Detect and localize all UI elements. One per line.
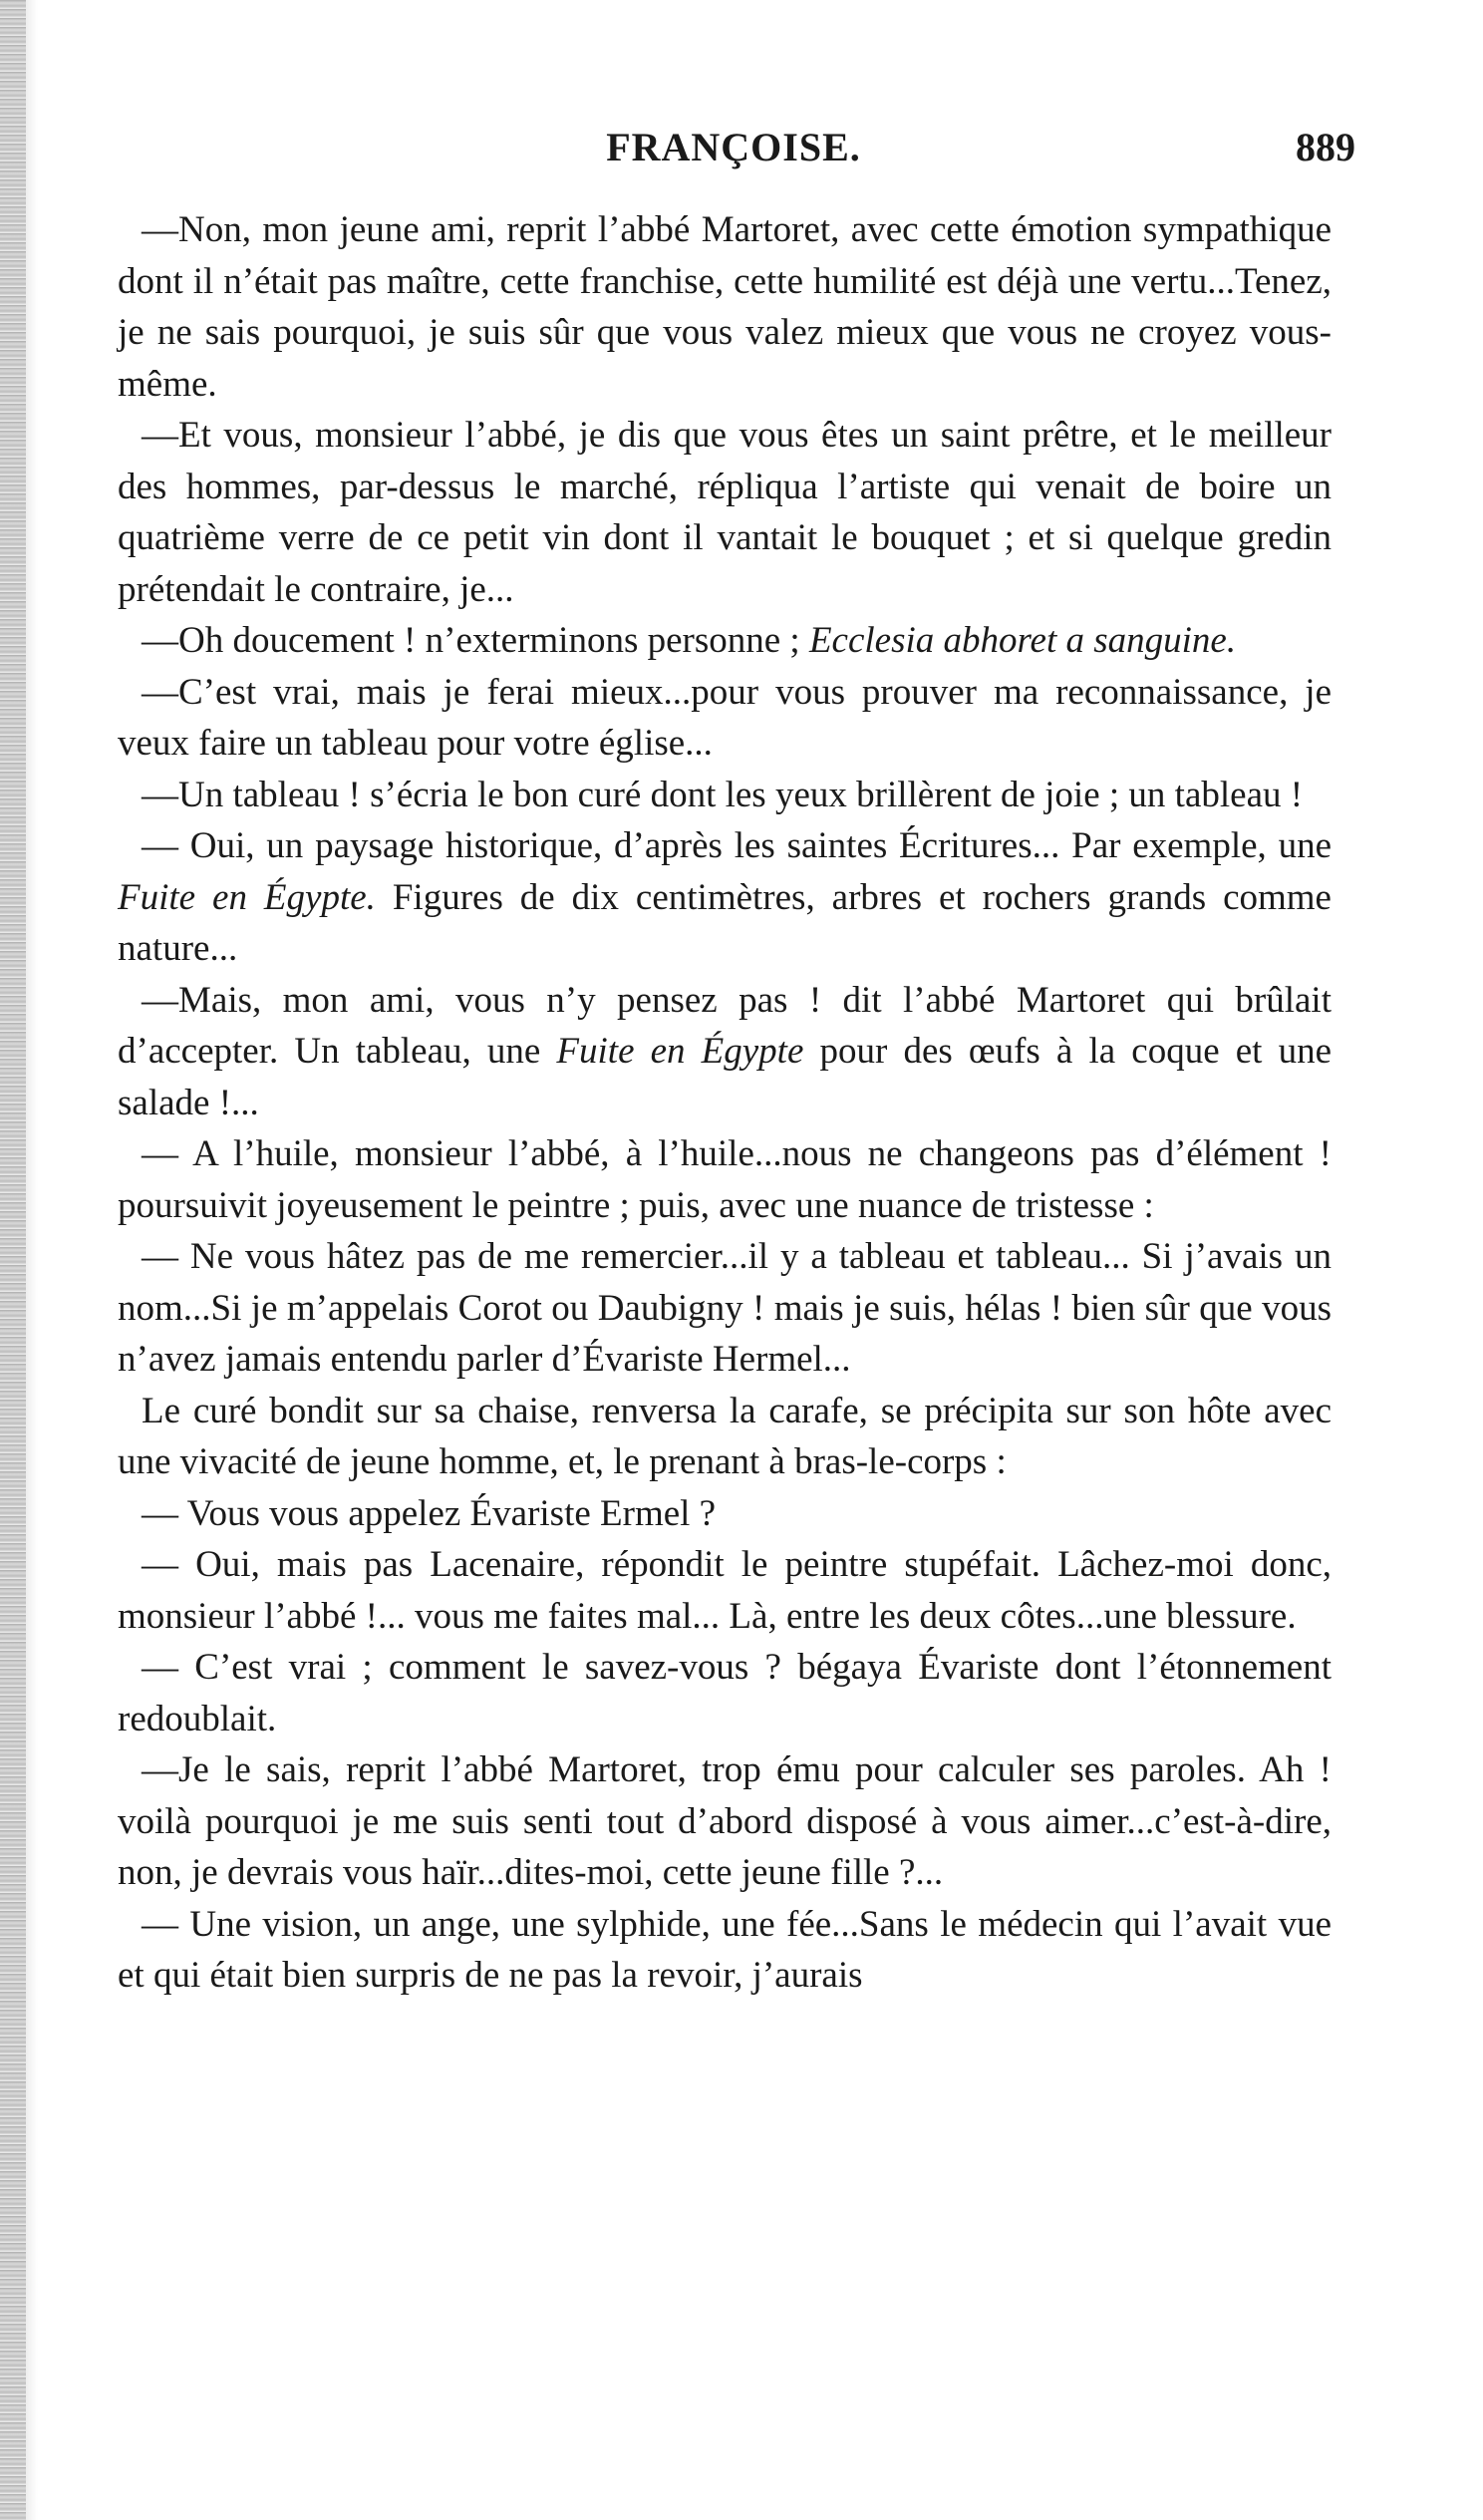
- paragraph-text: — A l’huile, monsieur l’abbé, à l’huile...nous ne changeons pas d’élément ! poursuivit joyeusement le peintre ; puis, avec une nuance de tristesse :: [118, 1133, 1332, 1226]
- italic-text: Fuite en Égypte.: [118, 876, 376, 918]
- paragraph-text: —Un tableau ! s’écria le bon curé dont les yeux brillèrent de joie ; un tableau !: [142, 774, 1304, 815]
- paragraph-text: — Oui, un paysage historique, d’après les saintes Écritures... Par exemple, une: [142, 825, 1332, 866]
- paragraph: [118, 1488, 1332, 1540]
- page-number: 889: [1296, 125, 1355, 169]
- paragraph-text: —C’est vrai, mais je ferai mieux...pour vous prouver ma reconnaissance, je veux faire un tableau pour votre église...: [118, 671, 1332, 764]
- paragraph: [118, 975, 1332, 1129]
- paragraph: [118, 1899, 1332, 2002]
- paragraph-text: —Oh doucement ! n’exterminons personne ;: [142, 620, 809, 661]
- paragraph: [118, 770, 1332, 821]
- paragraph-text: —Mais, mon ami, vous n’y pensez pas ! dit l’abbé Martoret qui brûlait d’accepter. Un tableau, une: [118, 979, 1332, 1072]
- paragraph-text: pour des œufs à la coque et une salade !...: [118, 1031, 1332, 1123]
- paragraph-text: — Oui, mais pas Lacenaire, répondit le peintre stupéfait. Lâchez-moi donc, monsieur l’abbé !... vous me faites mal... Là, entre les deux côtes...une blessure.: [118, 1544, 1332, 1637]
- paragraph-text: — Une vision, un ange, une sylphide, une fée...Sans le médecin qui l’avait vue et qui était bien surpris de ne pas la revoir, j’aurais: [118, 1903, 1332, 1996]
- paragraph: [118, 410, 1332, 615]
- paragraph-text: —Et vous, monsieur l’abbé, je dis que vous êtes un saint prêtre, et le meilleur des hommes, par-dessus le marché, répliqua l’artiste qui venait de boire un quatrième verre de ce petit vin dont il vantait le bouquet ; et si quelque gredin prétendait le contraire, je...: [118, 415, 1332, 610]
- paragraph-text: Le curé bondit sur sa chaise, renversa la carafe, se précipita sur son hôte avec une vivacité de jeune homme, et, le prenant à bras-le-corps :: [118, 1390, 1332, 1482]
- running-head: FRANÇOISE.: [606, 125, 861, 169]
- paragraph: [118, 1744, 1332, 1899]
- paragraph-text: Figures de dix centimètres, arbres et rochers grands comme nature...: [118, 876, 1332, 969]
- italic-text: Fuite en Égypte: [556, 1031, 804, 1072]
- text-body: [118, 204, 1332, 2002]
- paragraph: [118, 1386, 1332, 1488]
- italic-text: Ecclesia abhoret a sanguine.: [808, 620, 1237, 661]
- paragraph-text: — Ne vous hâtez pas de me remercier...il y a tableau et tableau... Si j’avais un nom...Si je m’appelais Corot ou Daubigny ! mais je suis, hélas ! bien sûr que vous n’avez jamais entendu parler d’Évariste Hermel...: [118, 1236, 1332, 1380]
- paragraph-text: —Je le sais, reprit l’abbé Martoret, trop ému pour calculer ses paroles. Ah ! voilà pourquoi je me suis senti tout d’abord disposé à vous aimer...c’est-à-dire, non, je devrais vous haïr...dites-moi, cette jeune fille ?...: [118, 1749, 1332, 1893]
- paragraph-text: — Vous vous appelez Évariste Ermel ?: [142, 1492, 717, 1534]
- paragraph: [118, 820, 1332, 975]
- paragraph: [118, 204, 1332, 410]
- paragraph: [118, 1231, 1332, 1386]
- paragraph: [118, 1539, 1332, 1642]
- page-header: [112, 124, 1355, 183]
- paragraph-text: —Non, mon jeune ami, reprit l’abbé Martoret, avec cette émotion sympathique dont il n’était pas maître, cette franchise, cette humilité est déjà une vertu...Tenez, je ne sais pourquoi, je suis sûr que vous valez mieux que vous ne croyez vous-même.: [118, 209, 1332, 405]
- paragraph-text: — C’est vrai ; comment le savez-vous ? bégaya Évariste dont l’étonnement redoublait.: [118, 1647, 1332, 1739]
- paragraph: [118, 615, 1332, 667]
- paragraph: [118, 667, 1332, 770]
- paragraph: [118, 1642, 1332, 1744]
- page-binding-edge: [0, 0, 26, 2520]
- paragraph: [118, 1128, 1332, 1231]
